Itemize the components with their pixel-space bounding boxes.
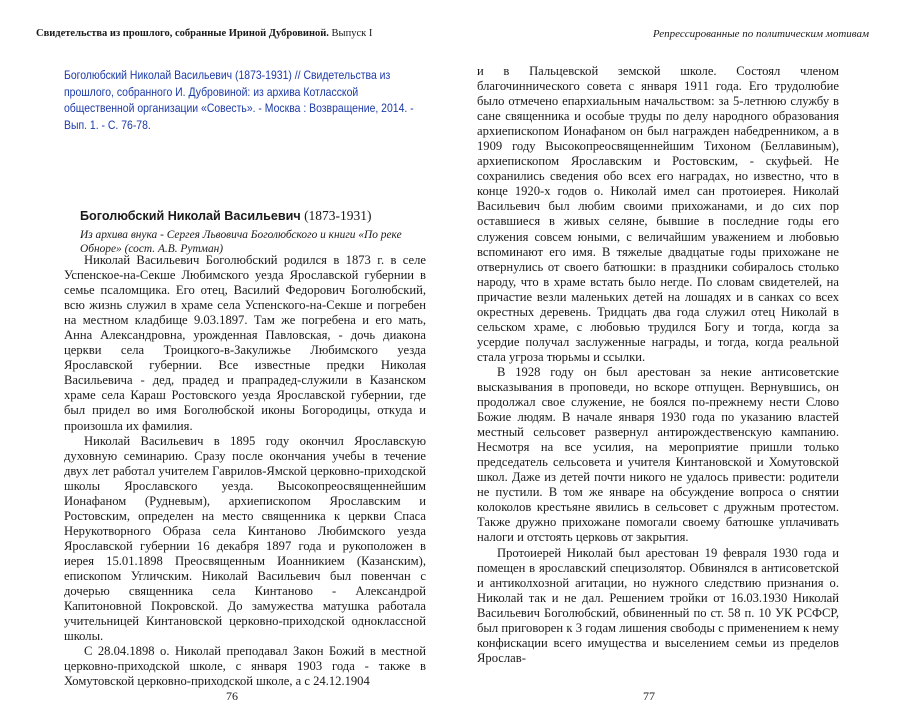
running-head-left [36, 28, 436, 39]
article-title-years: (1873-1931) [304, 208, 372, 223]
paragraph: Протоиерей Николай был арестован 19 февраля 1930 года и помещен в ярославский специзолятор. Обвинялся в антисоветской и антиколхозной агитации, но нужного следствию признания о. Николай так и не дал. Решением тройки от 16.03.1930 Николай Васильевич Боголюбский, обвиненный по ст. 58 п. 10 УК РСФСР, был приговорен к 3 годам лишения свободы с применением к нему конфискации всего имущества и выселением семьи из пределов Ярослав- [477, 545, 839, 665]
paragraph: Николай Васильевич в 1895 году окончил Ярославскую духовную семинарию. Сразу после окончания учебы в течение двух лет работал учителем Гаврилов-Ямской церковно-приходской школы Ярославского уезда. Высокопреосвященнейшим Ионафаном (Рудневым), архиепископом Ярославским и Ростовским, определен на место священника к церкви Спаса Нерукотворного Образа села Кинтаново Любимского уезда Ярославской губернии 16 декабря 1897 года и рукоположен в иерея 15.01.1898 Преосвященным Иоанникием (Казанским), епископом Угличским. Николай Васильевич был повенчан с дочерью священника села Кинтаново - Александрой Капитоновной Покровской. До замужества матушка работала учительницей Кинтановской церковно-приходской одноклассной школы. [64, 433, 426, 644]
running-head-right: Репрессированные по политическим мотивам [652, 28, 869, 40]
citation: Боголюбский Николай Васильевич (1873-1931) // Свидетельства из прошлого, собранного И. Дубровиной: из архива Котласской общественной организации «Совесть». - Москва : Возвращение, 2014. - Вып. 1. - С. 76-78. [64, 69, 414, 132]
page-number-left: 76 [226, 689, 238, 703]
article-title [80, 208, 372, 224]
paragraph: В 1928 году он был арестован за некие антисоветские высказывания в проповеди, но вскоре отпущен. Вернувшись, он продолжал свое служение, не боялся по-прежнему нести Слово Божие людям. В начале января 1930 года по указанию властей местный сельсовет развернул антирождественскую кампанию. Несмотря на все усилия, на мероприятие пришли только председатель сельсовета и учителя Кинтановской и Хомутовской школ. Даже из детей почти никого не удалось привести: родители не пустили. В том же январе на обсуждение вопроса о снятии колоколов крестьяне явились в сельсовет с дружным протестом. Также дружно прихожане помогали своему батюшке уплачивать налоги и отстоять церковь от закрытия. [477, 364, 839, 545]
left-page [0, 0, 449, 720]
page-number-right: 77 [643, 689, 655, 703]
right-page [449, 0, 899, 720]
right-body-text [477, 64, 839, 666]
article-title-name: Боголюбский Николай Васильевич [80, 209, 301, 223]
paragraph: Николай Васильевич Боголюбский родился в 1873 г. в селе Успенское-на-Секше Любимского уезда Ярославской губернии в семье псаломщика. Его отец, Василий Федорович Боголюбский, всю жизнь служил в храме села Успенского-на-Секше и погребен на местном кладбище 9.03.1897. Там же погребена и его мать, Анна Александровна, урожденная Павловская, - дочь диакона церкви села Троицкого-в-Закулижье Любимского уезда Ярославской губернии. Все известные предки Николая Васильевича - дед, прадед и прапрадед-служили в Казанском храме села Караш Ростовского уезда Ярославской губернии, где был придел во имя Боголюбской иконы Богородицы, откуда и произошла их фамилия. [64, 253, 426, 433]
running-head-title: Свидетельства из прошлого, собранные Ириной Дубровиной. [36, 28, 329, 39]
running-head-issue: Выпуск I [331, 28, 373, 39]
paragraph: и в Пальцевской земской школе. Состоял членом благочиннического совета с января 1911 года. Его трудолюбие было отмечено епархиальным начальством: за 5-летнюю службу в сане священника и особые труды по делу народного образования архиепископом Ионафаном он был награжден набедренником, а в 1909 году Высокопреосвященнейшим Тихоном (Беллавиным), архиепископом Ярославским и Ростовским, - скуфьей. Не сохранились сведения обо всех его наградах, но известно, что в конце 1920-х годов о. Николай имел сан протоиерея. Николай Васильевич был любим своими прихожанами, и до сих пор оставшиеся в живых селяне, бывшие в последние годы его служения совсем юными, с величайшим уважением и любовью вспоминают его имя. В тяжелые двадцатые годы прихожане не отвернулись от своего батюшки: в праздники собиралось столько народу, что в храме встать было негде. По словам свидетелей, на причастие везли маленьких детей на лошадях и в санках со всех окрестных деревень. Тридцать два года служил отец Николай в сельском храме, с любовью трудился Богу и тогда, когда за усердие получал заслуженные награды, и тогда, когда реальной стала угроза тюрьмы и ссылки. [477, 64, 839, 364]
paragraph: С 28.04.1898 о. Николай преподавал Закон Божий в местной церковно-приходской школе, с января 1903 года - также в Хомутовской церковно-приходской школе, а с 24.12.1904 [64, 644, 426, 689]
left-body-text [64, 253, 426, 689]
article-subtitle: Из архива внука - Сергея Львовича Боголюбского и книги «По реке Обноре» (сост. А.В. Рутман) [80, 229, 402, 255]
